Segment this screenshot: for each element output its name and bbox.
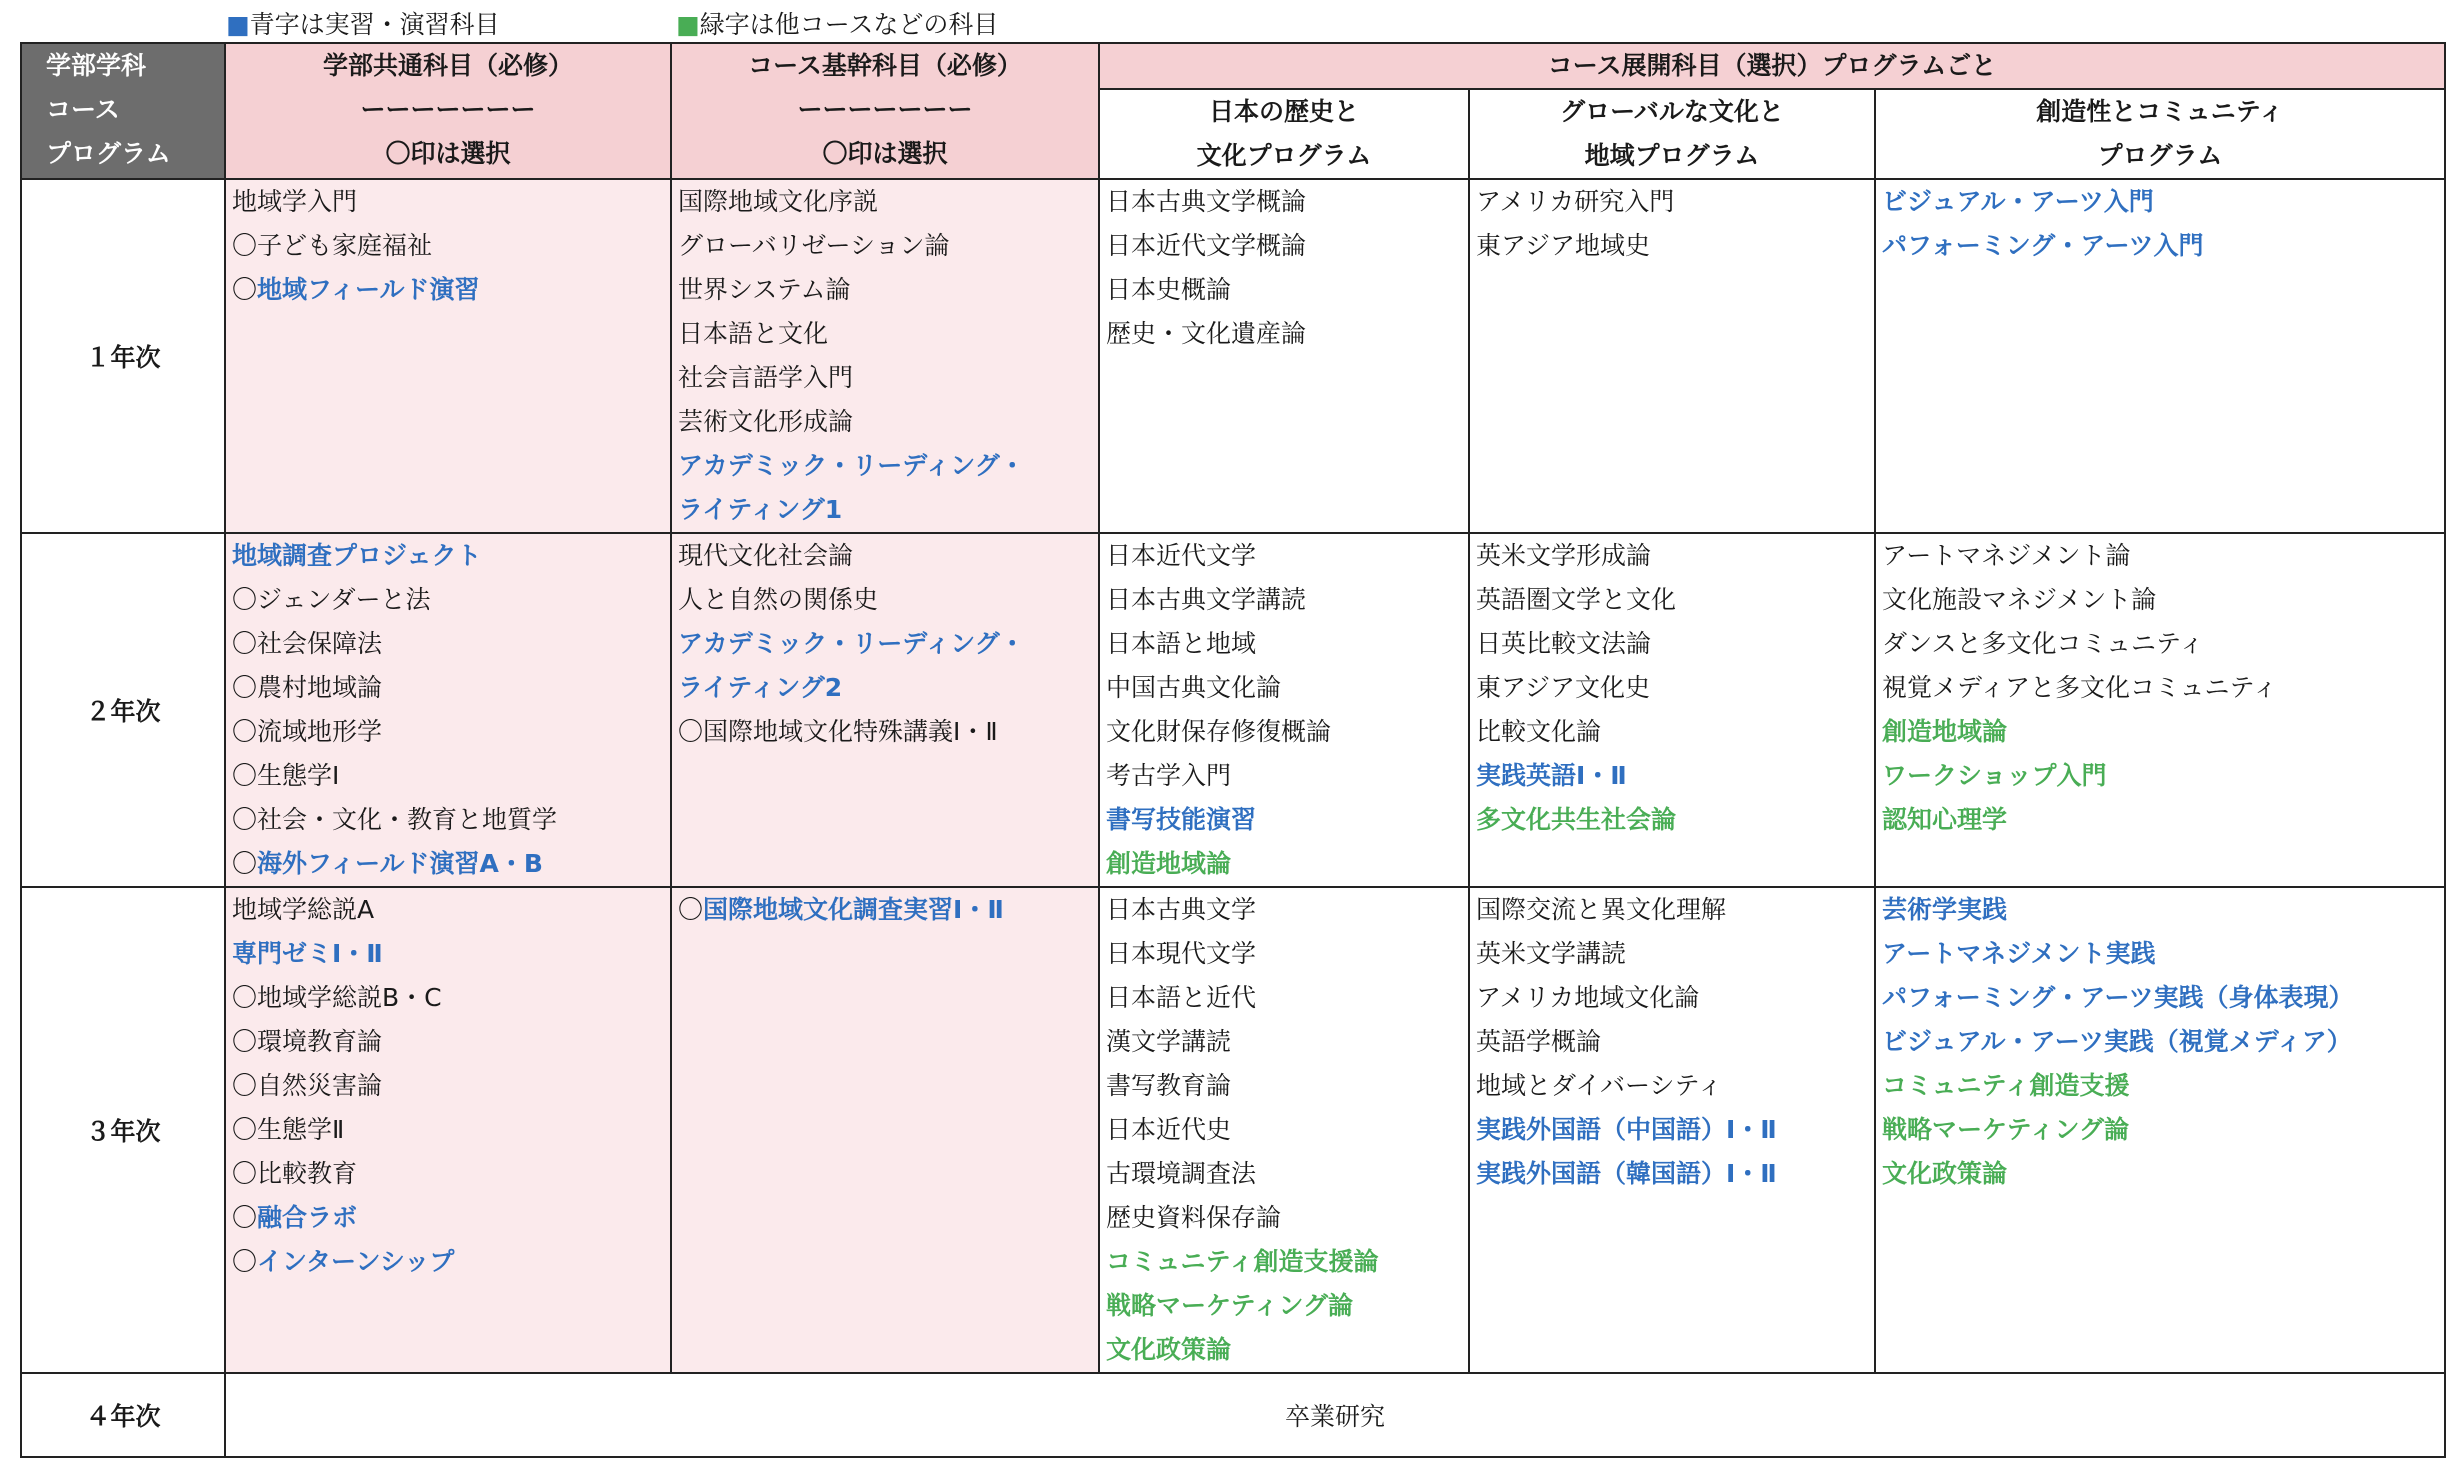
course-item: [678, 312, 1092, 356]
header-common-subjects: [225, 43, 671, 179]
course-name: インターンシップ: [257, 1247, 455, 1276]
header-program-global-culture: [1469, 89, 1875, 179]
course-item: [678, 534, 1092, 578]
year-row: [21, 533, 2445, 887]
course-item: [1882, 754, 2438, 798]
course-item: [678, 888, 1092, 932]
course-item: [1882, 180, 2438, 224]
course-name: 歴史資料保存論: [1106, 1203, 1282, 1232]
course-name: 国際交流と異文化理解: [1476, 895, 1727, 924]
course-name: 英語圏文学と文化: [1476, 585, 1677, 614]
header-program-japan-history: [1099, 89, 1469, 179]
course-name: コミュニティ創造支援論: [1106, 1247, 1379, 1276]
course-item: [1106, 798, 1462, 842]
program-creativity-cell: [1875, 179, 2445, 533]
course-item: [1106, 268, 1462, 312]
course-item: [1106, 1064, 1462, 1108]
core-subjects-cell: [671, 533, 1099, 887]
elective-mark: 〇: [232, 805, 258, 834]
course-name: 認知心理学: [1882, 805, 2008, 834]
course-item: [1882, 1108, 2438, 1152]
course-name: 専門ゼミⅠ・Ⅱ: [232, 939, 383, 968]
course-name: 日本史概論: [1106, 275, 1232, 304]
legend-other-course-text: 緑字は他コースなどの科目: [699, 10, 999, 39]
course-name: 書写教育論: [1106, 1071, 1232, 1100]
legend-practice: [226, 8, 500, 42]
header-corner-line: コース: [46, 95, 120, 124]
course-name: 創造地域論: [1106, 849, 1232, 878]
header-common-note: 〇印は選択: [385, 139, 511, 168]
course-item: [678, 268, 1092, 312]
course-item: [1476, 798, 1868, 842]
course-name: 日本古典文学講読: [1106, 585, 1307, 614]
course-name: ジェンダーと法: [257, 585, 431, 614]
course-name: 国際地域文化特殊講義Ⅰ・Ⅱ: [703, 717, 998, 746]
course-name: 実践英語Ⅰ・Ⅱ: [1476, 761, 1627, 790]
course-name: パフォーミング・アーツ実践（身体表現）: [1882, 983, 2354, 1012]
course-item: [1476, 1064, 1868, 1108]
course-item: [1106, 312, 1462, 356]
header-core-subjects: [671, 43, 1099, 179]
course-item: [232, 268, 664, 312]
course-item: [1476, 1108, 1868, 1152]
course-name: 東アジア地域史: [1476, 231, 1651, 260]
course-name: ライティング2: [678, 673, 843, 702]
course-name: 国際地域文化調査実習Ⅰ・Ⅱ: [703, 895, 1004, 924]
course-name: 書写技能演習: [1106, 805, 1257, 834]
course-name: 日本近代史: [1106, 1115, 1232, 1144]
course-item: [1106, 1196, 1462, 1240]
course-name: 日本近代文学: [1106, 541, 1257, 570]
program-creativity-cell: [1875, 533, 2445, 887]
course-name: 英米文学形成論: [1476, 541, 1652, 570]
course-item: [232, 666, 664, 710]
green-square-icon: ■: [676, 10, 700, 39]
header-corner-line: プログラム: [46, 139, 171, 168]
header-common-title: 学部共通科目（必修）: [322, 51, 573, 80]
course-name: 地域学入門: [232, 187, 358, 216]
course-name: 創造地域論: [1882, 717, 2008, 746]
course-item: [1106, 1284, 1462, 1328]
course-name: 文化財保存修復概論: [1106, 717, 1332, 746]
course-name: 日本語と近代: [1106, 983, 1257, 1012]
course-name: ワークショップ入門: [1882, 761, 2107, 790]
elective-mark: 〇: [232, 231, 258, 260]
course-item: [678, 710, 1092, 754]
course-item: [1106, 888, 1462, 932]
course-name: 日本古典文学概論: [1106, 187, 1307, 216]
course-item: [232, 710, 664, 754]
header-program-line: 地域プログラム: [1584, 141, 1760, 170]
year-label: ３年次: [21, 887, 225, 1373]
program-global-cell: [1469, 533, 1875, 887]
course-item: [1106, 224, 1462, 268]
course-name: 日本語と地域: [1106, 629, 1257, 658]
course-name: 融合ラボ: [257, 1203, 358, 1232]
course-name: アメリカ研究入門: [1476, 187, 1675, 216]
course-name: 環境教育論: [257, 1027, 383, 1056]
course-name: 生態学Ⅱ: [257, 1115, 345, 1144]
course-item: [1476, 710, 1868, 754]
course-name: パフォーミング・アーツ入門: [1882, 231, 2204, 260]
course-item: [1882, 578, 2438, 622]
course-name: 地域フィールド演習: [257, 275, 480, 304]
course-name: 子ども家庭福祉: [257, 231, 433, 260]
elective-mark: 〇: [232, 1159, 258, 1188]
course-item: [232, 932, 664, 976]
course-name: ビジュアル・アーツ実践（視覚メディア）: [1882, 1027, 2352, 1056]
course-name: 視覚メディアと多文化コミュニティ: [1882, 673, 2278, 702]
header-program-creativity: [1875, 89, 2445, 179]
course-item: [678, 578, 1092, 622]
course-name: 地域とダイバーシティ: [1476, 1071, 1723, 1100]
course-item: [1882, 798, 2438, 842]
header-core-title: コース基幹科目（必修）: [748, 51, 1022, 80]
program-japan-cell: [1099, 179, 1469, 533]
course-item: [1476, 888, 1868, 932]
course-item: [1106, 534, 1462, 578]
elective-mark: 〇: [232, 629, 258, 658]
course-name: 自然災害論: [257, 1071, 383, 1100]
elective-mark: 〇: [232, 1027, 258, 1056]
course-name: アートマネジメント論: [1882, 541, 2131, 570]
elective-mark: 〇: [232, 1247, 258, 1276]
course-name: ライティング1: [678, 495, 843, 524]
course-name: 地域学総説B・C: [257, 983, 442, 1012]
course-name: 英語学概論: [1476, 1027, 1602, 1056]
course-item: [1106, 180, 1462, 224]
course-name: 地域調査プロジェクト: [232, 541, 482, 570]
legend-practice-text: 青字は実習・演習科目: [249, 10, 500, 39]
course-item: [1106, 666, 1462, 710]
course-name: 文化政策論: [1106, 1335, 1232, 1364]
course-item: [1476, 666, 1868, 710]
course-item: [1106, 578, 1462, 622]
curriculum-table: [20, 42, 2446, 1458]
course-name: 芸術文化形成論: [678, 407, 854, 436]
course-item: [232, 1064, 664, 1108]
core-subjects-cell: [671, 179, 1099, 533]
course-item: [1476, 1152, 1868, 1196]
course-name: 東アジア文化史: [1476, 673, 1651, 702]
course-item: [1882, 1020, 2438, 1064]
common-subjects-cell: [225, 179, 671, 533]
program-global-cell: [1469, 179, 1875, 533]
course-name: 流域地形学: [257, 717, 383, 746]
course-item: [232, 180, 664, 224]
course-name: 実践外国語（韓国語）Ⅰ・Ⅱ: [1476, 1159, 1777, 1188]
course-item: [1476, 578, 1868, 622]
course-name: 古環境調査法: [1106, 1159, 1257, 1188]
course-name: 比較文化論: [1476, 717, 1602, 746]
course-item: [232, 1152, 664, 1196]
common-subjects-cell: [225, 887, 671, 1373]
course-item: [1476, 754, 1868, 798]
program-creativity-cell: [1875, 887, 2445, 1373]
course-item: [678, 488, 1092, 532]
course-name: ビジュアル・アーツ入門: [1882, 187, 2154, 216]
course-item: [232, 578, 664, 622]
course-name: 芸術学実践: [1882, 895, 2008, 924]
year-row: [21, 887, 2445, 1373]
header-core-note: 〇印は選択: [822, 139, 948, 168]
elective-mark: 〇: [232, 673, 258, 702]
course-name: グローバリゼーション論: [678, 231, 950, 260]
course-item: [232, 534, 664, 578]
course-name: 日本古典文学: [1106, 895, 1257, 924]
graduation-research: 卒業研究: [225, 1373, 2445, 1457]
course-name: 歴史・文化遺産論: [1106, 319, 1307, 348]
course-item: [1106, 754, 1462, 798]
course-item: [1106, 842, 1462, 886]
elective-mark: 〇: [232, 1071, 258, 1100]
course-name: 日本近代文学概論: [1106, 231, 1307, 260]
course-item: [1476, 224, 1868, 268]
course-name: 農村地域論: [257, 673, 383, 702]
course-item: [232, 888, 664, 932]
header-core-divider: ーーーーーーー: [797, 95, 973, 124]
course-item: [1106, 1020, 1462, 1064]
course-item: [232, 224, 664, 268]
header-program-line: 文化プログラム: [1196, 141, 1372, 170]
course-name: 海外フィールド演習A・B: [257, 849, 543, 878]
course-item: [232, 754, 664, 798]
course-name: 日本現代文学: [1106, 939, 1257, 968]
course-item: [678, 400, 1092, 444]
course-item: [678, 666, 1092, 710]
course-name: アートマネジメント実践: [1882, 939, 2156, 968]
course-item: [1882, 932, 2438, 976]
elective-mark: 〇: [232, 761, 258, 790]
course-item: [1882, 1064, 2438, 1108]
course-name: 戦略マーケティング論: [1882, 1115, 2130, 1144]
course-name: 戦略マーケティング論: [1106, 1291, 1354, 1320]
course-item: [232, 842, 664, 886]
course-item: [1476, 976, 1868, 1020]
course-item: [1882, 710, 2438, 754]
elective-mark: 〇: [232, 983, 258, 1012]
course-item: [1882, 666, 2438, 710]
year-label: １年次: [21, 179, 225, 533]
course-name: 日英比較文法論: [1476, 629, 1652, 658]
header-development-title: コース展開科目（選択）プログラムごと: [1547, 51, 1997, 80]
course-name: 社会保障法: [257, 629, 383, 658]
course-item: [1476, 932, 1868, 976]
course-name: 考古学入門: [1106, 761, 1232, 790]
year-label: ２年次: [21, 533, 225, 887]
course-name: ダンスと多文化コミュニティ: [1882, 629, 2205, 658]
course-item: [1882, 1152, 2438, 1196]
header-development-subjects: [1099, 43, 2445, 89]
course-item: [232, 1196, 664, 1240]
course-item: [1106, 1152, 1462, 1196]
program-global-cell: [1469, 887, 1875, 1373]
course-item: [1106, 932, 1462, 976]
header-program-line: 創造性とコミュニティ: [2036, 97, 2284, 126]
blue-square-icon: ■: [226, 10, 250, 39]
course-item: [678, 622, 1092, 666]
course-name: 日本語と文化: [678, 319, 829, 348]
course-name: 生態学Ⅰ: [257, 761, 340, 790]
course-name: 世界システム論: [678, 275, 851, 304]
course-name: 文化施設マネジメント論: [1882, 585, 2157, 614]
header-corner-line: 学部学科: [46, 51, 147, 80]
elective-mark: 〇: [678, 717, 704, 746]
year-label: ４年次: [21, 1373, 225, 1457]
course-item: [232, 1240, 664, 1284]
header-program-line: 日本の歴史と: [1208, 97, 1359, 126]
course-item: [678, 180, 1092, 224]
header-common-divider: ーーーーーーー: [360, 95, 536, 124]
course-item: [232, 1020, 664, 1064]
course-name: 比較教育: [257, 1159, 358, 1188]
course-item: [1106, 976, 1462, 1020]
course-item: [1476, 622, 1868, 666]
course-item: [1106, 622, 1462, 666]
course-item: [232, 976, 664, 1020]
course-item: [1106, 710, 1462, 754]
elective-mark: 〇: [232, 275, 258, 304]
legend-other-course: [676, 8, 998, 42]
core-subjects-cell: [671, 887, 1099, 1373]
course-name: アメリカ地域文化論: [1476, 983, 1700, 1012]
course-item: [1882, 888, 2438, 932]
course-name: 現代文化社会論: [678, 541, 854, 570]
elective-mark: 〇: [232, 849, 258, 878]
course-item: [232, 798, 664, 842]
course-name: 社会・文化・教育と地質学: [257, 805, 558, 834]
elective-mark: 〇: [232, 585, 258, 614]
course-item: [678, 224, 1092, 268]
course-name: 実践外国語（中国語）Ⅰ・Ⅱ: [1476, 1115, 1777, 1144]
course-name: アカデミック・リーディング・: [678, 451, 1025, 480]
course-item: [232, 1108, 664, 1152]
course-name: 人と自然の関係史: [678, 585, 879, 614]
course-item: [232, 622, 664, 666]
elective-mark: 〇: [232, 1203, 258, 1232]
course-name: アカデミック・リーディング・: [678, 629, 1025, 658]
header-corner: [21, 43, 225, 179]
course-item: [1882, 534, 2438, 578]
course-item: [1882, 622, 2438, 666]
course-item: [1476, 534, 1868, 578]
course-item: [1476, 180, 1868, 224]
course-name: コミュニティ創造支援: [1882, 1071, 2130, 1100]
header-program-line: プログラム: [2097, 141, 2223, 170]
course-name: 英米文学講読: [1476, 939, 1627, 968]
elective-mark: 〇: [232, 717, 258, 746]
program-japan-cell: [1099, 533, 1469, 887]
course-item: [1476, 1020, 1868, 1064]
course-item: [678, 444, 1092, 488]
elective-mark: 〇: [678, 895, 704, 924]
course-name: 国際地域文化序説: [678, 187, 879, 216]
year-row: [21, 179, 2445, 533]
header-program-line: グローバルな文化と: [1560, 97, 1784, 126]
course-item: [1106, 1240, 1462, 1284]
course-item: [678, 356, 1092, 400]
course-item: [1106, 1328, 1462, 1372]
common-subjects-cell: [225, 533, 671, 887]
elective-mark: 〇: [232, 1115, 258, 1144]
course-name: 地域学総説A: [232, 895, 375, 924]
course-name: 漢文学講読: [1106, 1027, 1232, 1056]
course-name: 中国古典文化論: [1106, 673, 1282, 702]
course-item: [1882, 976, 2438, 1020]
course-item: [1882, 224, 2438, 268]
course-name: 多文化共生社会論: [1476, 805, 1677, 834]
program-japan-cell: [1099, 887, 1469, 1373]
course-name: 社会言語学入門: [678, 363, 854, 392]
course-name: 文化政策論: [1882, 1159, 2008, 1188]
course-item: [1106, 1108, 1462, 1152]
